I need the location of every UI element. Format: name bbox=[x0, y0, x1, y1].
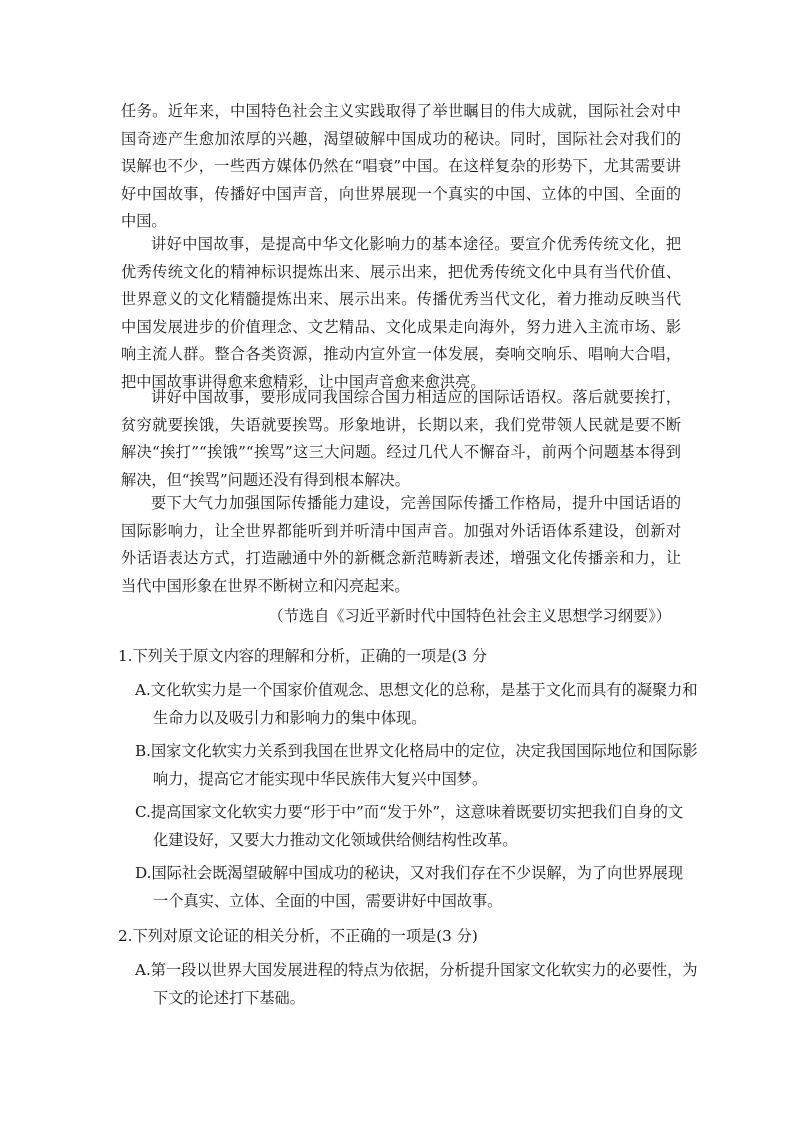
question-1-option-d: D.国际社会既渴望破解中国成功的秘诀，又对我们存在不少误解，为了向世界展现一个真实、立体、全面的中国，需要讲好中国故事。 bbox=[135, 864, 684, 910]
question-2-stem: 2.下列对原文论证的相关分析，不正确的一项是(3 分) bbox=[118, 927, 478, 945]
question-1-stem: 1.下列关于原文内容的理解和分析，正确的一项是(3 分 bbox=[118, 647, 488, 665]
passage-paragraph-3: 讲好中国故事，要形成同我国综合国力相适应的国际话语权。落后就要挨打，贫穷就要挨饿，失语就要挨骂。形象地讲，长期以来，我们党带领人民就是要不断解决“挨打”“挨饿”“挨骂”这三大问题。经过几代人不懈奋斗，前两个问题基本得到解决，但“挨骂”问题还没有得到根本解决。 bbox=[121, 388, 681, 489]
question-1-option-b: B.国家文化软实力关系到我国在世界文化格局中的定位，决定我国国际地位和国际影响力，提高它才能实现中华民族伟大复兴中国梦。 bbox=[135, 742, 698, 788]
passage-source: （节选自《习近平新时代中国特色社会主义思想学习纲要》） bbox=[268, 607, 671, 625]
passage-paragraph-2: 讲好中国故事，是提高中华文化影响力的基本途径。要宣介优秀传统文化，把优秀传统文化的精神标识提炼出来、展示出来，把优秀传统文化中具有当代价值、世界意义的文化精髓提炼出来、展示出来。传播优秀当代文化，着力推动反映当代中国发展进步的价值理念、文艺精品、文化成果走向海外，努力进入主流市场、影响主流人群。整合各类资源，推动内宣外宣一体发展，奏响交响乐、唱响大合唱，把中国故事讲得愈来愈精彩，让中国声音愈来愈洪亮。 bbox=[121, 235, 681, 391]
question-1-option-c: C.提高国家文化软实力要“形于中”而“发于外”，这意味着既要切实把我们自身的文化建设好，又要大力推动文化领域供给侧结构性改革。 bbox=[135, 803, 684, 849]
passage-paragraph-1: 任务。近年来，中国特色社会主义实践取得了举世瞩目的伟大成就，国际社会对中国奇迹产生愈加浓厚的兴趣，渴望破解中国成功的秘诀。同时，国际社会对我们的误解也不少，一些西方媒体仍然在“唱衰”中国。在这样复杂的形势下，尤其需要讲好中国故事，传播好中国声音，向世界展现一个真实的中国、立体的中国、全面的中国。 bbox=[121, 102, 681, 231]
question-2-option-a: A.第一段以世界大国发展进程的特点为依据，分析提升国家文化软实力的必要性，为下文的论述打下基础。 bbox=[135, 961, 698, 1007]
passage-paragraph-4: 要下大气力加强国际传播能力建设，完善国际传播工作格局，提升中国话语的国际影响力，让全世界都能听到并听清中国声音。加强对外话语体系建设，创新对外话语表达方式，打造融通中外的新概念新范畴新表述，增强文化传播亲和力，让当代中国形象在世界不断树立和闪亮起来。 bbox=[121, 494, 681, 595]
question-1-option-a: A.文化软实力是一个国家价值观念、思想文化的总称，是基于文化而具有的凝聚力和生命力以及吸引力和影响力的集中体现。 bbox=[135, 681, 698, 727]
